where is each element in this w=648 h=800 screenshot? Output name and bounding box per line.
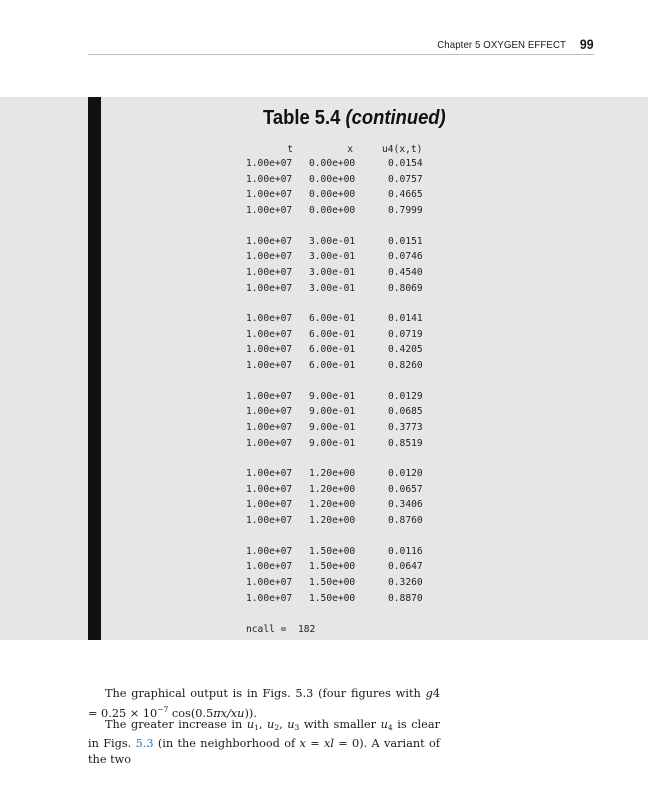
cell-t: 1.00e+07 bbox=[246, 390, 293, 402]
table-row bbox=[0, 438, 648, 454]
row-group bbox=[0, 313, 648, 391]
cell-t: 1.00e+07 bbox=[246, 561, 293, 573]
cell-u4: 0.3406 bbox=[388, 499, 423, 511]
table-row bbox=[0, 189, 648, 205]
table-row bbox=[0, 468, 648, 484]
column-header-t: t bbox=[287, 144, 293, 155]
p2-text-d: (in the neighborhood of bbox=[153, 737, 300, 750]
cell-u4: 0.3773 bbox=[388, 421, 423, 433]
cell-u4: 0.8519 bbox=[388, 437, 423, 449]
row-group bbox=[0, 468, 648, 546]
var-u2: $u_2$ bbox=[267, 718, 280, 732]
cell-x: 6.00e-01 bbox=[309, 344, 356, 356]
cell-u4: 0.8870 bbox=[388, 592, 423, 604]
cell-u4: 0.0116 bbox=[388, 545, 423, 557]
cell-u4: 0.0757 bbox=[388, 173, 423, 185]
cell-t: 1.00e+07 bbox=[246, 189, 293, 201]
row-group bbox=[0, 391, 648, 469]
cell-t: 1.00e+07 bbox=[246, 235, 293, 247]
figure-link[interactable]: 5.3 bbox=[135, 737, 154, 750]
cell-x: 9.00e-01 bbox=[309, 421, 356, 433]
table-title-suffix: (continued) bbox=[345, 107, 446, 129]
p2-text-a: The greater increase in bbox=[105, 718, 247, 731]
cell-u4: 0.0151 bbox=[388, 235, 423, 247]
cell-x: 0.00e+00 bbox=[309, 158, 356, 169]
p2-text-c: is clear in Figs. bbox=[88, 718, 440, 750]
table-title bbox=[263, 107, 446, 130]
row-group bbox=[0, 546, 648, 624]
cell-t: 1.00e+07 bbox=[246, 360, 293, 372]
cell-t: 1.00e+07 bbox=[246, 483, 293, 495]
p1-equation: 4 = 0.25 × 10 bbox=[88, 687, 440, 720]
cell-t: 1.00e+07 bbox=[246, 158, 293, 169]
var-u4: $u_4$ bbox=[380, 718, 393, 732]
cell-u4: 0.4665 bbox=[388, 189, 423, 201]
var-u1: $u_1$ bbox=[246, 718, 259, 732]
table-row bbox=[0, 499, 648, 515]
cell-t: 1.00e+07 bbox=[246, 499, 293, 511]
cell-x: 1.50e+00 bbox=[309, 545, 356, 557]
p2-equation: x = xl bbox=[299, 737, 334, 750]
table-body bbox=[0, 158, 648, 623]
table-row bbox=[0, 344, 648, 360]
cell-t: 1.00e+07 bbox=[246, 282, 293, 294]
cell-u4: 0.8069 bbox=[388, 282, 423, 294]
table-row bbox=[0, 546, 648, 562]
cell-u4: 0.0154 bbox=[388, 158, 423, 169]
cell-u4: 0.0120 bbox=[388, 468, 423, 479]
p2-text-e: = 0). A variant of the two bbox=[88, 737, 440, 766]
cell-t: 1.00e+07 bbox=[246, 545, 293, 557]
table-row bbox=[0, 251, 648, 267]
cell-x: 1.20e+00 bbox=[309, 515, 356, 527]
table-row bbox=[0, 515, 648, 531]
table-row bbox=[0, 561, 648, 577]
cell-u4: 0.8760 bbox=[388, 515, 423, 527]
cell-t: 1.00e+07 bbox=[246, 173, 293, 185]
table-row bbox=[0, 593, 648, 609]
cell-t: 1.00e+07 bbox=[246, 406, 293, 418]
p2-text-b: with smaller bbox=[299, 718, 381, 731]
table-row bbox=[0, 205, 648, 221]
cell-t: 1.00e+07 bbox=[246, 205, 293, 217]
comma-2: , bbox=[279, 718, 288, 731]
cell-u4: 0.0746 bbox=[388, 251, 423, 263]
cell-t: 1.00e+07 bbox=[246, 421, 293, 433]
cell-x: 0.00e+00 bbox=[309, 205, 356, 217]
table-row bbox=[0, 484, 648, 500]
cell-x: 1.20e+00 bbox=[309, 499, 356, 511]
row-group bbox=[0, 236, 648, 314]
cell-u4: 0.7999 bbox=[388, 205, 423, 217]
column-header-u4: u4(x,t) bbox=[382, 144, 423, 155]
table-row bbox=[0, 283, 648, 299]
cell-x: 9.00e-01 bbox=[309, 406, 356, 418]
table-title-label: Table 5.4 bbox=[263, 107, 341, 129]
cell-t: 1.00e+07 bbox=[246, 576, 293, 588]
p1-end: )). bbox=[244, 707, 257, 720]
cell-u4: 0.0141 bbox=[388, 313, 423, 324]
table-row bbox=[0, 313, 648, 329]
page-number: 99 bbox=[580, 36, 594, 52]
cell-x: 6.00e-01 bbox=[309, 360, 356, 372]
table-row bbox=[0, 267, 648, 283]
comma-1: , bbox=[258, 718, 268, 731]
cell-x: 0.00e+00 bbox=[309, 173, 356, 185]
cell-t: 1.00e+07 bbox=[246, 313, 293, 324]
cell-t: 1.00e+07 bbox=[246, 437, 293, 449]
cell-t: 1.00e+07 bbox=[246, 328, 293, 340]
cell-x: 6.00e-01 bbox=[309, 313, 356, 324]
cell-u4: 0.0685 bbox=[388, 406, 423, 418]
table-row bbox=[0, 391, 648, 407]
cell-u4: 0.3260 bbox=[388, 576, 423, 588]
row-group bbox=[0, 158, 648, 236]
cell-x: 3.00e-01 bbox=[309, 251, 356, 263]
cell-x: 1.50e+00 bbox=[309, 561, 356, 573]
cell-u4: 0.0647 bbox=[388, 561, 423, 573]
paragraph-greater-increase bbox=[88, 717, 440, 768]
column-header-x: x bbox=[347, 144, 353, 155]
table-row bbox=[0, 406, 648, 422]
cell-t: 1.00e+07 bbox=[246, 266, 293, 278]
table-row bbox=[0, 236, 648, 252]
cell-t: 1.00e+07 bbox=[246, 592, 293, 604]
table-row bbox=[0, 329, 648, 345]
cell-t: 1.00e+07 bbox=[246, 251, 293, 263]
table-row bbox=[0, 577, 648, 593]
cell-u4: 0.4205 bbox=[388, 344, 423, 356]
table-row bbox=[0, 174, 648, 190]
cell-x: 3.00e-01 bbox=[309, 282, 356, 294]
cell-x: 3.00e-01 bbox=[309, 266, 356, 278]
ncall-output: ncall = 182 bbox=[246, 624, 316, 635]
p1-text-a: The graphical output is in Figs. 5.3 (four figures with bbox=[105, 687, 426, 700]
p1-pi-term: πx/xu bbox=[213, 707, 245, 720]
chapter-title: Chapter 5 OXYGEN EFFECT bbox=[437, 39, 566, 51]
cell-x: 1.50e+00 bbox=[309, 592, 356, 604]
cell-t: 1.00e+07 bbox=[246, 468, 293, 479]
cell-x: 0.00e+00 bbox=[309, 189, 356, 201]
cell-u4: 0.0657 bbox=[388, 483, 423, 495]
running-head bbox=[88, 38, 594, 55]
cell-u4: 0.8260 bbox=[388, 360, 423, 372]
cell-x: 9.00e-01 bbox=[309, 390, 356, 402]
cell-u4: 0.4540 bbox=[388, 266, 423, 278]
cell-u4: 0.0129 bbox=[388, 390, 423, 402]
table-row bbox=[0, 422, 648, 438]
cell-x: 1.50e+00 bbox=[309, 576, 356, 588]
p1-exponent: −7 bbox=[157, 705, 169, 714]
cell-t: 1.00e+07 bbox=[246, 344, 293, 356]
cell-x: 9.00e-01 bbox=[309, 437, 356, 449]
p1-cos: cos(0.5 bbox=[168, 707, 214, 720]
cell-x: 1.20e+00 bbox=[309, 468, 356, 479]
table-row bbox=[0, 158, 648, 174]
p1-var-g: g bbox=[425, 687, 433, 700]
cell-x: 1.20e+00 bbox=[309, 483, 356, 495]
cell-u4: 0.0719 bbox=[388, 328, 423, 340]
cell-x: 6.00e-01 bbox=[309, 328, 356, 340]
cell-x: 3.00e-01 bbox=[309, 235, 356, 247]
table-row bbox=[0, 360, 648, 376]
var-u3: $u_3$ bbox=[287, 718, 300, 732]
cell-t: 1.00e+07 bbox=[246, 515, 293, 527]
